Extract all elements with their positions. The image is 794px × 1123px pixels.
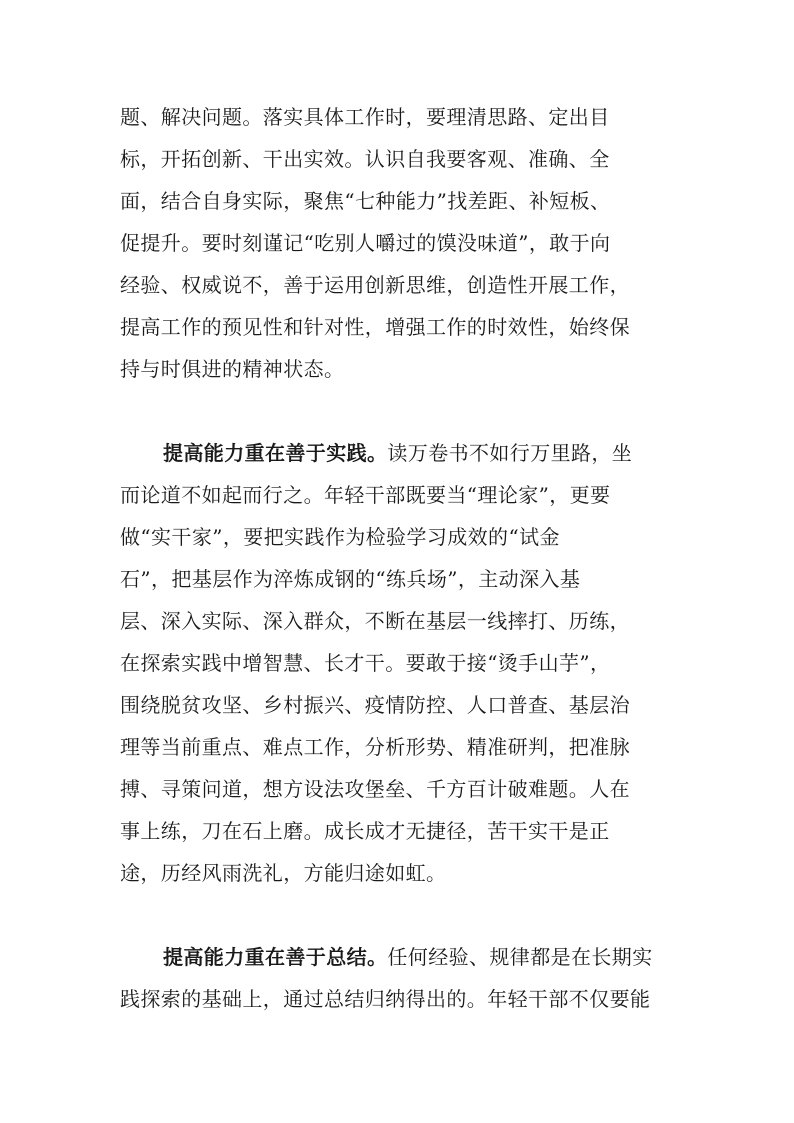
paragraph-1-line: 题、解决问题。落实具体工作时，要理清思路、定出目 xyxy=(120,105,610,129)
paragraph-2-line: 搏、寻策问道，想方设法攻堡垒、千方百计破难题。人在 xyxy=(120,777,630,801)
paragraph-1-line: 促提升。要时刻谨记“吃别人嚼过的馍没味道”，敢于向 xyxy=(120,231,611,255)
paragraph-2-first-line xyxy=(163,440,723,466)
paragraph-2-line: 理等当前重点、难点工作，分析形势、精准研判，把准脉 xyxy=(120,735,630,759)
paragraph-3-lead: 提高能力重在善于总结。 xyxy=(163,945,388,969)
paragraph-3-first-line xyxy=(163,944,723,970)
paragraph-1-line: 面，结合自身实际，聚焦“七种能力”找差距、补短板、 xyxy=(120,189,611,213)
paragraph-1-line: 经验、权威说不，善于运用创新思维，创造性开展工作， xyxy=(120,273,630,297)
paragraph-2-line: 石”，把基层作为淬炼成钢的“练兵场”，主动深入基 xyxy=(120,567,581,591)
paragraph-1-line: 标，开拓创新、干出实效。认识自我要客观、准确、全 xyxy=(120,147,610,171)
paragraph-2-lead: 提高能力重在善于实践。 xyxy=(163,441,388,465)
paragraph-2-line: 做“实干家”，要把实践作为检验学习成效的“试金 xyxy=(120,525,560,549)
paragraph-1-line: 提高工作的预见性和针对性，增强工作的时效性，始终保 xyxy=(120,315,630,339)
paragraph-3-first-line-text: 任何经验、规律都是在长期实 xyxy=(387,945,653,969)
paragraph-2-line: 而论道不如起而行之。年轻干部既要当“理论家”，更要 xyxy=(120,483,611,507)
paragraph-2-line: 在探索实践中增智慧、长才干。要敢于接“烫手山芋”， xyxy=(120,651,611,675)
paragraph-1-line: 持与时俱进的精神状态。 xyxy=(120,357,345,381)
paragraph-3-line: 践探索的基础上，通过总结归纳得出的。年轻干部不仅要能 xyxy=(120,987,651,1011)
paragraph-2-first-line-text: 读万卷书不如行万里路，坐 xyxy=(387,441,633,465)
paragraph-2-line: 层、深入实际、深入群众，不断在基层一线摔打、历练， xyxy=(120,609,630,633)
paragraph-2-line: 事上练，刀在石上磨。成长成才无捷径，苦干实干是正 xyxy=(120,819,610,843)
paragraph-2-line: 途，历经风雨洗礼，方能归途如虹。 xyxy=(120,861,447,885)
paragraph-2-line: 围绕脱贫攻坚、乡村振兴、疫情防控、人口普查、基层治 xyxy=(120,693,630,717)
